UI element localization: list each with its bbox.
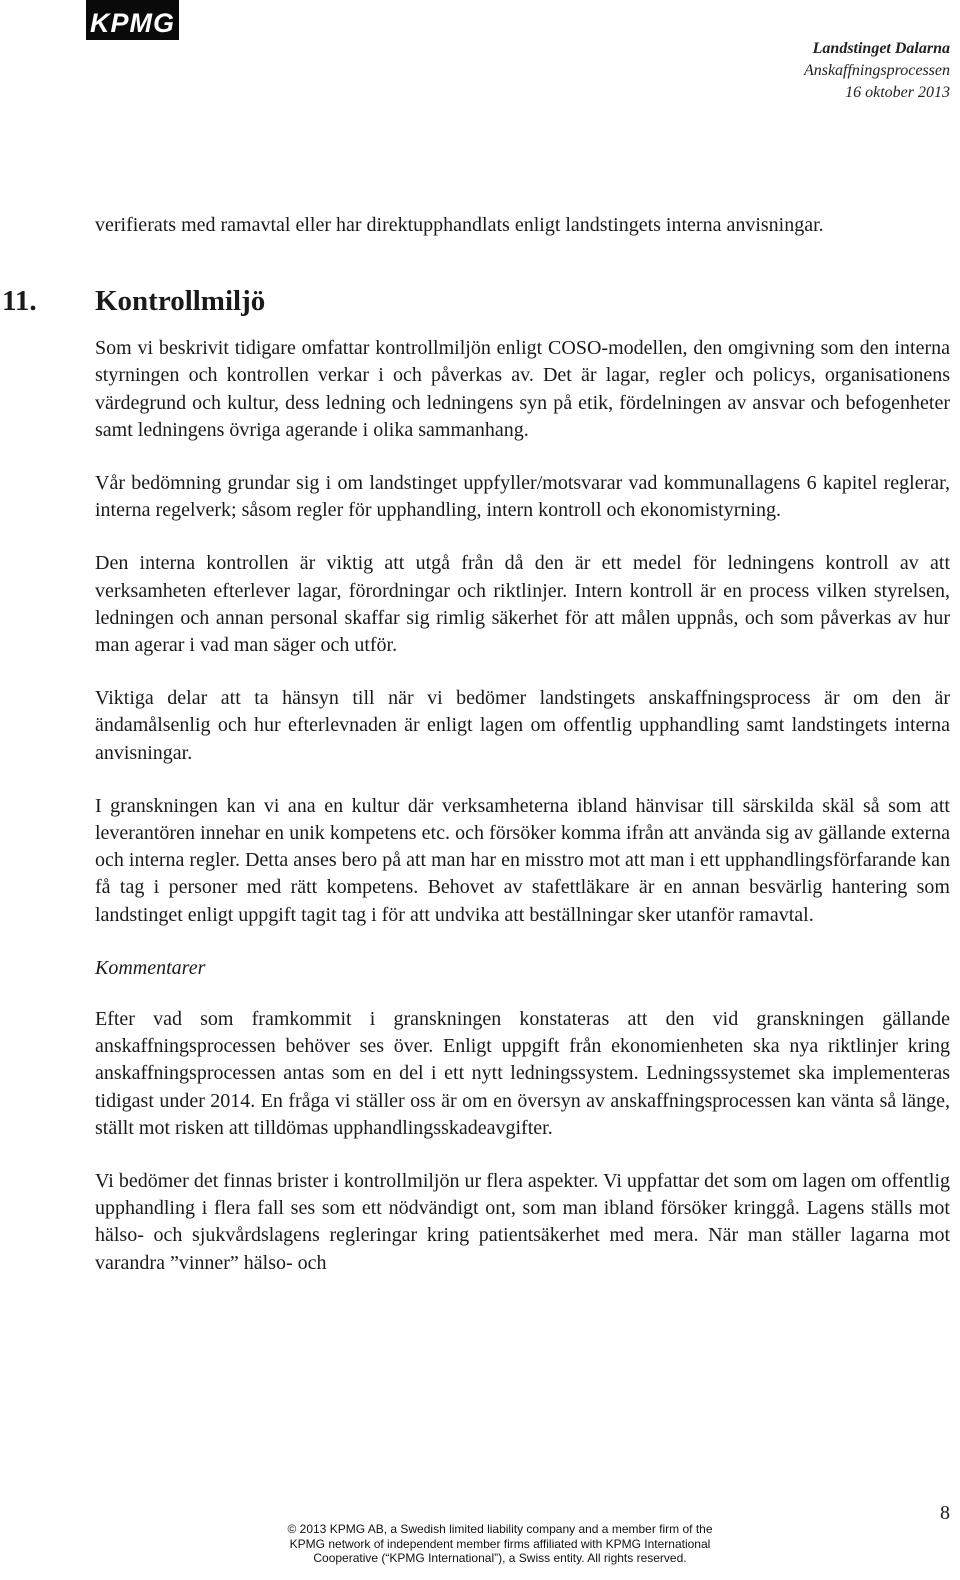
- footer-line-2: KPMG network of independent member firms affiliated with KPMG International: [289, 1536, 711, 1551]
- paragraph-coso: Som vi beskrivit tidigare omfattar kontrollmiljön enligt COSO-modellen, den omgivning som den interna styrningen och kontrollen verkar i och påverkas av. Det är lagar, regler och policys, organisationens värdegrund och kultur, dess ledning och ledningens syn på etik, fördelningen av ansvar och befogenheter samt ledningens övriga agerande i olika sammanhang.: [95, 337, 950, 441]
- document-body: [2, 212, 950, 1303]
- header-date: 16 oktober 2013: [845, 84, 950, 101]
- page-number: 8: [940, 1502, 950, 1524]
- paragraph-important-parts: Viktiga delar att ta hänsyn till när vi bedömer landstingets anskaffningsprocess är om den är ändamålsenlig och hur efterlevnaden är enligt lagen om offentlig upphandling samt landstingets interna anvisningar.: [95, 687, 950, 764]
- paragraph-assessment: Vår bedömning grundar sig i om landstinget uppfyller/motsvarar vad kommunallagens 6 kapitel reglerar, interna regelverk; såsom regler för upphandling, intern kontroll och ekonomistyrning.: [95, 472, 950, 522]
- logo-text: KPMG: [90, 8, 175, 38]
- section-number: 11.: [2, 285, 37, 318]
- footer-line-1: © 2013 KPMG AB, a Swedish limited liability company and a member firm of the: [287, 1522, 713, 1536]
- section-heading: [0, 283, 950, 319]
- header-organization: Landstinget Dalarna: [812, 40, 950, 57]
- paragraph-deficiencies: Vi bedömer det finnas brister i kontrollmiljön ur flera aspekter. Vi uppfattar det som om lagen om offentlig upphandling i flera fall ses som ett nödvändigt ont, som man ibland försöker kringgå. Lagens ställs mot hälso- och sjukvårdslagens regleringar kring patientsäkerhet med mera. När man ställer lagarna mot varandra ”vinner” hälso- och: [95, 1170, 950, 1274]
- paragraph-comments: Efter vad som framkommit i granskningen konstateras att den vid granskningen gällande anskaffningsprocessen behöver ses över. Enligt uppgift från ekonomienheten ska nya riktlinjer kring anskaffningsprocessen antas som en del i ett nytt ledningssystem. Ledningssystemet ska implementeras tidigast under 2014. En fråga vi ställer oss är om en översyn av anskaffningsprocessen kan vänta så länge, ställt mot risken att tilldömas upphandlingsskadeavgifter.: [95, 1008, 950, 1139]
- header-report-title: Anskaffningsprocessen: [803, 62, 950, 79]
- section-title: Kontrollmiljö: [95, 285, 266, 318]
- subheading-comments: Kommentarer: [95, 956, 206, 979]
- page-header: [804, 38, 950, 104]
- paragraph-culture: I granskningen kan vi ana en kultur där verksamheterna ibland hänvisar till särskilda skäl så som att leverantören innehar en unik kompetens etc. och försöker komma ifrån att använda sig av gällande externa och interna regler. Detta anses bero på att man har en misstro mot att man i ett upphandlingsförfarande kan få tag i personer med rätt kompetens. Behovet av stafettläkare är en annan besvärlig hantering som landstinget enligt uppgift tagit tag i för att undvika att beställningar sker utanför ramavtal.: [95, 794, 950, 926]
- footer-line-3: Cooperative (“KPMG International”), a Swiss entity. All rights reserved.: [313, 1551, 687, 1565]
- kpmg-logo: [86, 0, 179, 40]
- paragraph-internal-control: Den interna kontrollen är viktig att utgå från då den är ett medel för ledningens kontroll av att verksamheten efterlever lagar, förordningar och riktlinjer. Intern kontroll är en process vilken styrelsen, ledningen och annan personal skaffar sig rimlig säkerhet för att målen uppnås, och som påverkas av hur man agerar i vad man säger och utför.: [95, 552, 950, 657]
- page-footer: [240, 1522, 760, 1566]
- paragraph-continuation: verifierats med ramavtal eller har direktupphandlats enligt landstingets interna anvisningar.: [95, 214, 824, 236]
